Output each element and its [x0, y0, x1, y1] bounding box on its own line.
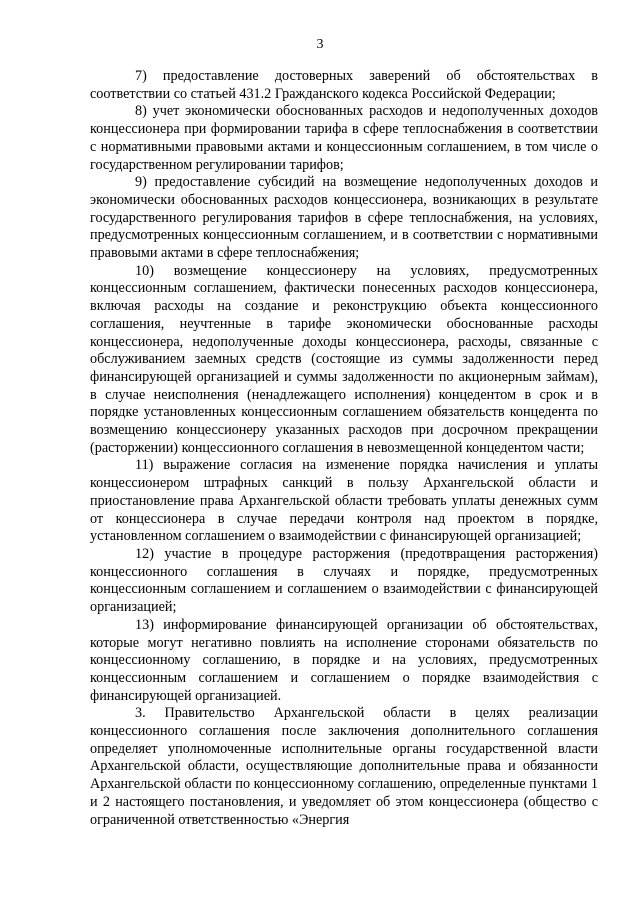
document-body: [90, 68, 598, 829]
paragraph-item-11: 11) выражение согласия на изменение порядка начисления и уплаты концессионером штрафных санкций в пользу Архангельской области и приостановление права Архангельской области требовать уплаты денежных сумм от концессионера в случае передачи контроля над проектом в порядке, установленном соглашением о взаимодействии с финансирующей организацией;: [90, 457, 598, 545]
paragraph-item-9: 9) предоставление субсидий на возмещение недополученных доходов и экономически обоснованных расходов концессионера, возникающих в результате государственного регулирования тарифов в сфере теплоснабжения, на условиях, предусмотренных концессионным соглашением, и в соответствии с нормативными правовыми актами в сфере теплоснабжения;: [90, 174, 598, 262]
page-number: 3: [316, 37, 324, 52]
paragraph-item-8: 8) учет экономически обоснованных расходов и недополученных доходов концессионера при формировании тарифа в сфере теплоснабжения в соответствии с нормативными правовыми актами и концессионным соглашением, в том числе о государственном регулировании тарифов;: [90, 103, 598, 173]
paragraph-item-10: 10) возмещение концессионеру на условиях, предусмотренных концессионным соглашением, фактически понесенных расходов концессионера, включая расходы на создание и реконструкцию объекта концессионного соглашения, неучтенные в тарифе экономически обоснованные расходы концессионера, недополученные доходы концессионера, расходы, связанные с обслуживанием заемных средств (состоящие из суммы задолженности перед финансирующей организацией и суммы задолженности по акционерным займам), в случае неисполнения (ненадлежащего исполнения) концедентом в срок и в порядке установленных концессионным соглашением обязательств концедента по возмещению концессионеру указанных расходов при досрочном прекращении (расторжении) концессионного соглашения в невозмещенной концедентом части;: [90, 262, 598, 456]
paragraph-item-12: 12) участие в процедуре расторжения (предотвращения расторжения) концессионного соглашения в случаях и порядке, предусмотренных концессионным соглашением и соглашением о взаимодействии с финансирующей организацией;: [90, 545, 598, 616]
paragraph-section-3: 3. Правительство Архангельской области в целях реализации концессионного соглашения после заключения дополнительного соглашения определяет уполномоченные исполнительные органы государственной власти Архангельской области, осуществляющие дополнительные права и обязанности Архангельской области по концессионному соглашению, определенные пунктами 1 и 2 настоящего постановления, и уведомляет об этом концессионера (общество с ограниченной ответственностью «Энергия: [90, 705, 598, 828]
paragraph-item-13: 13) информирование финансирующей организации об обстоятельствах, которые могут негативно повлиять на исполнение сторонами обязательств по концессионному соглашению, в порядке и на условиях, предусмотренных концессионным соглашением и соглашением о порядке взаимодействия с финансирующей организацией.: [90, 616, 598, 704]
paragraph-item-7: 7) предоставление достоверных заверений об обстоятельствах в соответствии со статьей 431.2 Гражданского кодекса Российской Федерации;: [90, 68, 598, 102]
